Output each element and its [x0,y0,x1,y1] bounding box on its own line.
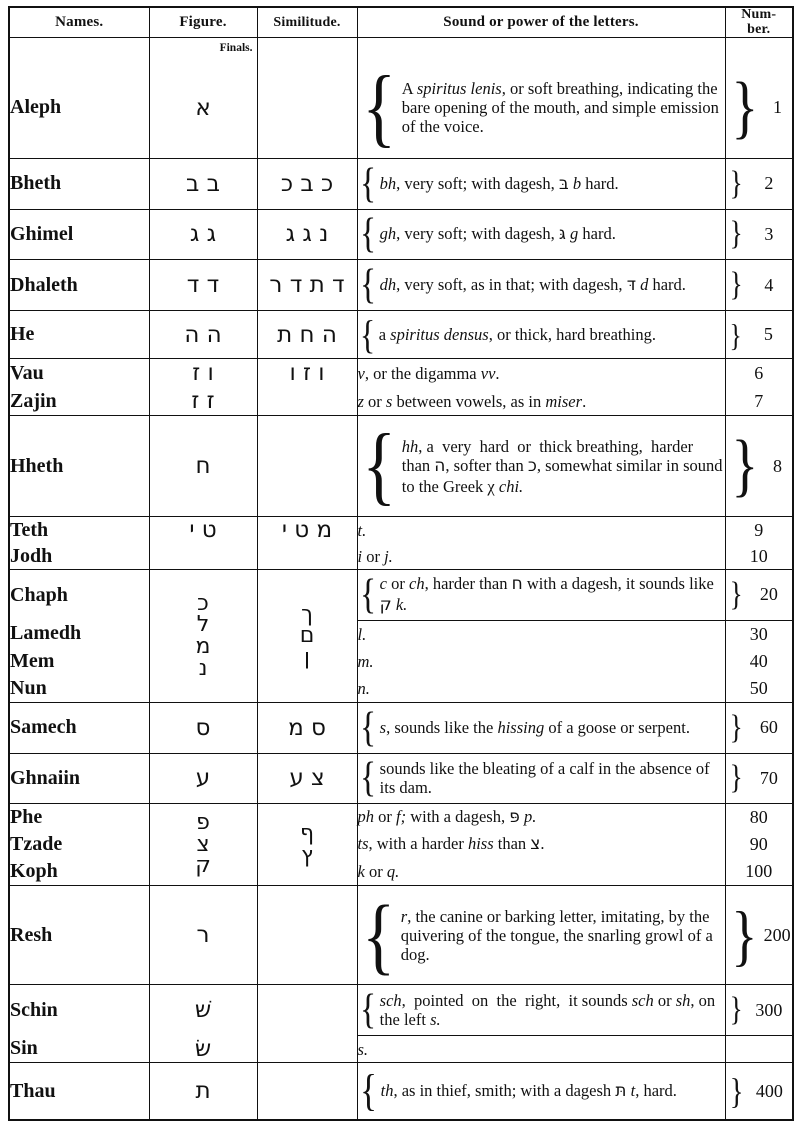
table-row [9,831,793,858]
final-mem: ם [299,623,315,649]
number-value: 4 [764,274,774,295]
number-value: 20 [759,584,778,605]
letter-sound [357,359,725,387]
number-value: 60 [759,717,778,738]
brace-icon: { [359,571,376,618]
table-header [9,7,793,38]
letter-name: Sin [9,1036,149,1063]
letter-name: Vau [9,359,149,387]
letter-name: Zajin [9,387,149,415]
letter-name: He [9,310,149,358]
letter-sound [357,1036,725,1063]
figure-phe: פ [196,810,210,836]
brace-icon: { [359,704,376,751]
brace-icon: { [359,160,376,207]
letter-sound [357,831,725,858]
brace-icon: } [729,316,742,353]
letter-figure: ע [149,753,257,804]
letter-number: 9 [725,517,793,543]
letter-sound [357,209,725,260]
letter-sound [357,648,725,675]
letter-similitude: נ ג ג [257,209,357,260]
letter-number [725,753,793,804]
letter-number [725,159,793,210]
brace-icon: } [729,164,743,202]
letter-sound [357,310,725,358]
alphabet-table [8,6,794,1121]
figure-tzade: צ [196,831,210,857]
letter-figure: ט י [149,517,257,543]
letter-sound [357,702,725,753]
table-row [9,310,793,358]
table-row [9,359,793,387]
spacer-number [725,38,793,58]
letter-number: 50 [725,675,793,702]
sound-text: s, sounds like the hissing of a goose or serpent. [379,718,690,738]
letter-similitude: כ ב כ [257,159,357,210]
letter-figure: ח [149,416,257,517]
letter-number [725,1063,793,1120]
letter-sound [357,57,725,158]
final-phe: ף [299,821,315,847]
figure-koph: ק [195,853,211,879]
brace-icon: { [359,262,376,309]
letter-name: Teth [9,517,149,543]
sound-text: th, as in thief, smith; with a dagesh תּ t, hard. [380,1080,677,1101]
table-row [9,858,793,885]
sound-text: m. [357,651,374,671]
letter-figure-group [149,804,257,886]
letter-sound [357,387,725,415]
number-value: 70 [759,767,778,788]
letter-number [725,310,793,358]
letter-name: Hheth [9,416,149,517]
header-number [725,7,793,38]
letter-number [725,57,793,158]
sound-text: bh, very soft; with dagesh, בּ b hard. [379,173,619,194]
letter-sound [357,858,725,885]
number-value: 200 [763,924,791,945]
figure-chaph: כ [197,590,209,616]
letter-sound [357,675,725,702]
table-row [9,387,793,415]
number-value: 300 [755,999,783,1020]
letter-figure: א [149,57,257,158]
brace-icon: } [730,897,757,974]
finals-header-row [9,38,793,58]
letter-number [725,260,793,311]
brace-icon: { [359,755,376,802]
letter-number [725,702,793,753]
letter-sound [357,416,725,517]
letter-sound [357,753,725,804]
letter-number: 80 [725,804,793,831]
letter-similitude [257,416,357,517]
final-nun: ן [304,644,310,670]
number-value: 8 [773,455,783,476]
letter-name: Dhaleth [9,260,149,311]
letter-figure: שׂ [149,1036,257,1063]
letter-sound [357,543,725,569]
letter-name: Aleph [9,57,149,158]
header-number-line1: Num- [741,7,777,22]
brace-icon: { [361,887,395,984]
letter-similitude: ו ז ו [257,359,357,387]
sound-text: n. [357,678,370,698]
letter-figure: ב ב [149,159,257,210]
table-row [9,159,793,210]
table-body [9,38,793,1120]
brace-icon: } [729,215,743,253]
table-row [9,570,793,621]
table-row [9,260,793,311]
brace-icon: } [729,266,743,304]
letter-figure: ר [149,886,257,985]
brace-icon: } [730,427,758,505]
final-chaph: ך [301,601,313,627]
letter-name: Tzade [9,831,149,858]
header-number-line2: ber. [747,21,771,37]
letter-figure-group [149,570,257,703]
sound-text: z or s between vowels, as in miser. [357,391,587,411]
sound-text: dh, very soft, as in that; with dagesh, דּ d hard. [379,274,686,295]
sound-text: sch, pointed on the right, it sounds sch or sh, on the left s. [379,991,716,1030]
letter-number: 10 [725,543,793,569]
spacer-names [9,38,149,58]
sound-text: k or q. [357,862,400,882]
brace-icon: } [729,991,743,1029]
sound-text: ph or f; with a dagesh, פּ p. [357,807,537,828]
table-row [9,620,793,647]
number-value: 400 [755,1080,783,1101]
table-row [9,753,793,804]
number-value: 1 [773,97,783,118]
table-row [9,1036,793,1063]
letter-number [725,209,793,260]
letter-sound [357,159,725,210]
letter-number [725,886,793,985]
letter-number [725,1036,793,1063]
letter-name: Thau [9,1063,149,1120]
table-row [9,57,793,158]
table-row [9,517,793,543]
letter-figure: ו ז [149,359,257,387]
finals-label: Finals. [149,38,257,58]
letter-sound [357,985,725,1036]
brace-icon: } [729,575,743,613]
letter-name: Ghnaiin [9,753,149,804]
letter-name: Lamedh [9,620,149,647]
sound-text: gh, very soft; with dagesh, גּ g hard. [379,224,616,245]
number-value: 3 [764,223,774,244]
letter-similitude: ד ת ד ר [257,260,357,311]
letter-similitude: מ ט י [257,517,357,543]
letter-sound [357,517,725,543]
letter-figure: שׁ [149,985,257,1036]
letter-sound [357,620,725,647]
letter-similitude [257,886,357,985]
final-tzade: ץ [301,842,313,868]
letter-name: Mem [9,648,149,675]
brace-icon: } [730,68,758,146]
sound-text: ts, with a harder hiss than צ. [357,834,545,855]
letter-number [725,416,793,517]
brace-icon: { [361,417,396,515]
table-row [9,985,793,1036]
letter-figure: ס [149,702,257,753]
number-value: 2 [764,173,774,194]
letter-number: 90 [725,831,793,858]
brace-icon: } [729,759,743,797]
letter-sound [357,1063,725,1120]
letter-number: 100 [725,858,793,885]
table-row [9,886,793,985]
letter-number: 40 [725,648,793,675]
header-figure: Figure. [149,7,257,38]
brace-icon: { [359,211,376,258]
letter-sound [357,804,725,831]
letter-number: 30 [725,620,793,647]
figure-lamedh: ל [196,612,210,638]
table-row [9,543,793,569]
brace-icon: } [729,708,743,746]
letter-sound [357,260,725,311]
letter-finals-group [257,570,357,703]
letter-name: Schin [9,985,149,1036]
number-value: 5 [763,324,773,345]
table-row [9,648,793,675]
letter-number [725,985,793,1036]
letter-similitude [257,543,357,569]
figure-mem: מ [195,634,211,660]
letter-name: Jodh [9,543,149,569]
brace-icon: { [359,1066,377,1116]
spacer-similitude [257,38,357,58]
letter-number [725,570,793,621]
letter-figure: ה ה [149,310,257,358]
letter-similitude: ס מ [257,702,357,753]
letter-number: 6 [725,359,793,387]
header-sound: Sound or power of the letters. [357,7,725,38]
letter-finals-group [257,804,357,886]
figure-nun: נ [198,655,208,681]
letter-similitude [257,985,357,1036]
letter-similitude [257,57,357,158]
letter-name: Ghimel [9,209,149,260]
sound-text: r, the canine or barking letter, imitating, by the quivering of the tongue, the snarling growl of a dog. [400,906,713,964]
letter-name: Nun [9,675,149,702]
letter-similitude [257,1063,357,1120]
sound-text: s. [357,1039,369,1059]
letter-sound [357,570,725,621]
letter-name: Chaph [9,570,149,621]
sound-text: A spiritus lenis, or soft breathing, indicating the bare opening of the mouth, and simple emission of the voice. [401,79,719,137]
sound-text: v, or the digamma vv. [357,363,500,383]
table-row [9,1063,793,1120]
letter-figure: ד ד [149,260,257,311]
spacer-sound [357,38,725,58]
letter-name: Koph [9,858,149,885]
letter-figure: ז ז [149,387,257,415]
letter-name: Resh [9,886,149,985]
table-row [9,209,793,260]
sound-text: t. [357,520,367,540]
sound-text: sounds like the bleating of a calf in the absence of its dam. [379,759,710,798]
table-row [9,416,793,517]
sound-text: c or ch, harder than ח with a dagesh, it sounds like ק k. [379,574,714,615]
table-row [9,702,793,753]
letter-name: Phe [9,804,149,831]
letter-number: 7 [725,387,793,415]
letter-similitude [257,1036,357,1063]
table-row [9,804,793,831]
letter-name: Bheth [9,159,149,210]
letter-similitude: ה ח ת [257,310,357,358]
sound-text: i or j. [357,546,393,566]
letter-figure: ת [149,1063,257,1120]
header-names: Names. [9,7,149,38]
letter-similitude: צ ע [257,753,357,804]
sound-text: hh, a very hard or thick breathing, harder than ה, softer than כ, somewhat similar in sound to the Greek χ chi. [401,436,723,496]
letter-figure [149,543,257,569]
letter-similitude [257,387,357,415]
header-similitude: Similitude. [257,7,357,38]
letter-sound [357,886,725,985]
sound-text: a spiritus densus, or thick, hard breathing. [378,325,656,345]
brace-icon: { [359,987,376,1034]
brace-icon: { [359,311,375,357]
brace-icon: { [361,58,396,156]
letter-name: Samech [9,702,149,753]
letter-figure: ג ג [149,209,257,260]
sound-text: l. [357,624,367,644]
table-row [9,675,793,702]
brace-icon: } [729,1071,744,1112]
